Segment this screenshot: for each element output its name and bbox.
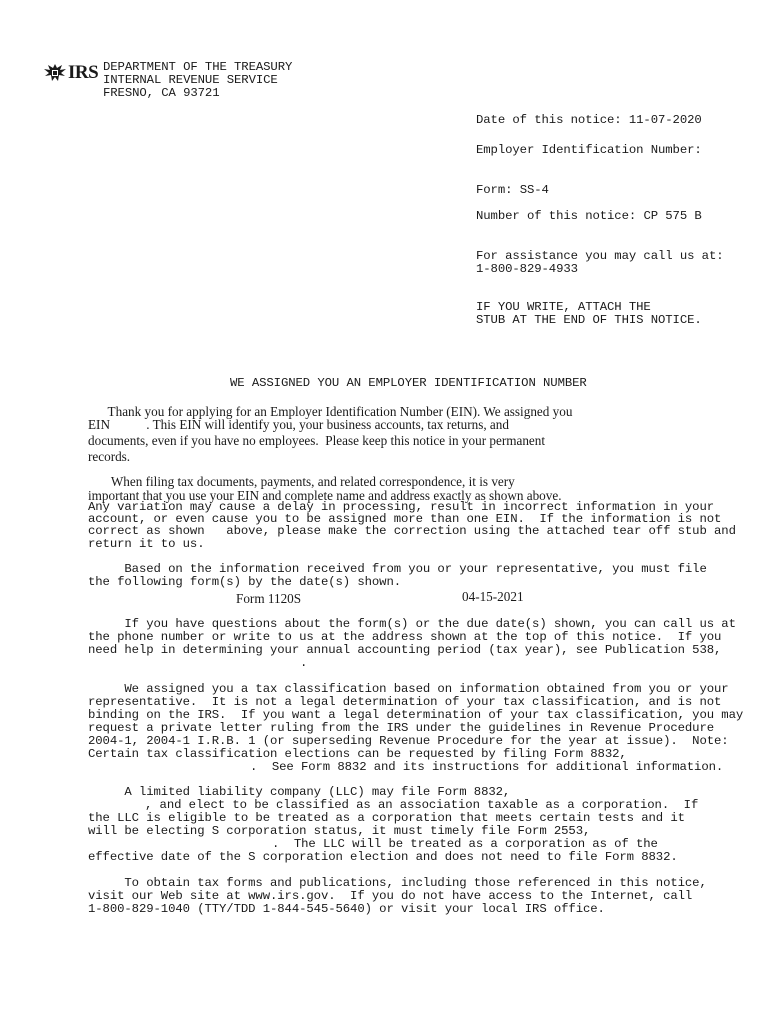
paragraph-line: binding on the IRS. If you want a legal determination of your tax classification, you may [88, 708, 744, 722]
assistance-phone: 1-800-829-4933 [476, 262, 578, 276]
paragraph-line: A limited liability company (LLC) may file Form 8832, [88, 785, 511, 799]
paragraph-line: will be electing S corporation status, it must timely file Form 2553, [88, 824, 591, 838]
notice-number-value: CP 575 B [643, 209, 702, 223]
paragraph-line: the following form(s) by the date(s) shown. [88, 575, 402, 589]
paragraph-line: the phone number or write to us at the address shown at the top of this notice. If you [88, 630, 722, 644]
paragraph-line: To obtain tax forms and publications, including those referenced in this notice, [88, 876, 707, 890]
notice-date-value: 11-07-2020 [628, 113, 702, 127]
sender-line: FRESNO, CA 93721 [103, 86, 220, 100]
form-due-name: Form 1120S [236, 591, 302, 606]
paragraph-line: We assigned you a tax classification based on information obtained from you or your [88, 682, 729, 696]
irs-eagle-logo-icon [42, 62, 68, 84]
write-instruction-line: IF YOU WRITE, ATTACH THE [476, 300, 651, 314]
write-instruction-line: STUB AT THE END OF THIS NOTICE. [476, 313, 702, 327]
form-due-date: 04-15-2021 [462, 589, 524, 604]
paragraph-line: , and elect to be classified as an association taxable as a corporation. If [145, 798, 699, 812]
paragraph-line: correct as shown above, please make the correction using the attached tear off stub and [88, 524, 736, 538]
sender-line: INTERNAL REVENUE SERVICE [103, 73, 278, 87]
form-value: SS-4 [519, 183, 549, 197]
paragraph-line: visit our Web site at www.irs.gov. If you do not have access to the Internet, call [88, 889, 693, 903]
paragraph-line: return it to us. [88, 537, 205, 551]
paragraph-line: When filing tax documents, payments, and related correspondence, it is very [88, 474, 515, 489]
paragraph-line: . The LLC will be treated as a corporation as of the [272, 837, 658, 851]
page-heading: WE ASSIGNED YOU AN EMPLOYER IDENTIFICATION NUMBER [230, 376, 587, 390]
paragraph-line: request a private letter ruling from the IRS under the guidelines in Revenue Procedure [88, 721, 715, 735]
paragraph-line: Any variation may cause a delay in processing, result in incorrect information in your [88, 500, 715, 514]
sender-line: DEPARTMENT OF THE TREASURY [103, 60, 293, 74]
paragraph-line: effective date of the S corporation election and does not need to file Form 8832. [88, 850, 678, 864]
paragraph-line: EIN . This EIN will identify you, your business accounts, tax returns, and [88, 417, 509, 432]
form-info: Form: SS-4 [476, 183, 549, 197]
paragraph-line: documents, even if you have no employees. Please keep this notice in your permanent [88, 433, 546, 448]
paragraph-line: Certain tax classification elections can be requested by filing Form 8832, [88, 747, 627, 761]
paragraph-line: Based on the information received from you or your representative, you must file [88, 562, 707, 576]
irs-logo-text: IRS [68, 62, 99, 83]
notice-date: Date of this notice: 11-07-2020 [476, 113, 702, 127]
paragraph-line: 2004-1, 2004-1 I.R.B. 1 (or superseding Revenue Procedure for the year at issue). Note: [88, 734, 729, 748]
paragraph-line: . [300, 656, 308, 670]
paragraph-line: important that you use your EIN and complete name and address exactly as shown above. [88, 488, 562, 503]
paragraph-line: need help in determining your annual accounting period (tax year), see Publication 538, [88, 643, 722, 657]
notice-number: Number of this notice: CP 575 B [476, 209, 702, 223]
paragraph-line: representative. It is not a legal determination of your tax classification, and is not [88, 695, 722, 709]
paragraph-line: account, or even cause you to be assigned more than one EIN. If the information is not [88, 512, 722, 526]
sender-address [103, 61, 292, 100]
paragraph-line: Thank you for applying for an Employer Identification Number (EIN). We assigned you [88, 404, 573, 419]
ein-label: Employer Identification Number: [476, 143, 702, 157]
paragraph-line: If you have questions about the form(s) or the due date(s) shown, you can call us at [88, 617, 736, 631]
assistance-text: For assistance you may call us at: [476, 249, 724, 263]
paragraph-line: 1-800-829-1040 (TTY/TDD 1-844-545-5640) or visit your local IRS office. [88, 902, 605, 916]
paragraph-line: . See Form 8832 and its instructions for additional information. [250, 760, 724, 774]
paragraph-line: records. [88, 449, 131, 464]
paragraph-line: the LLC is eligible to be treated as a corporation that meets certain tests and it [88, 811, 685, 825]
